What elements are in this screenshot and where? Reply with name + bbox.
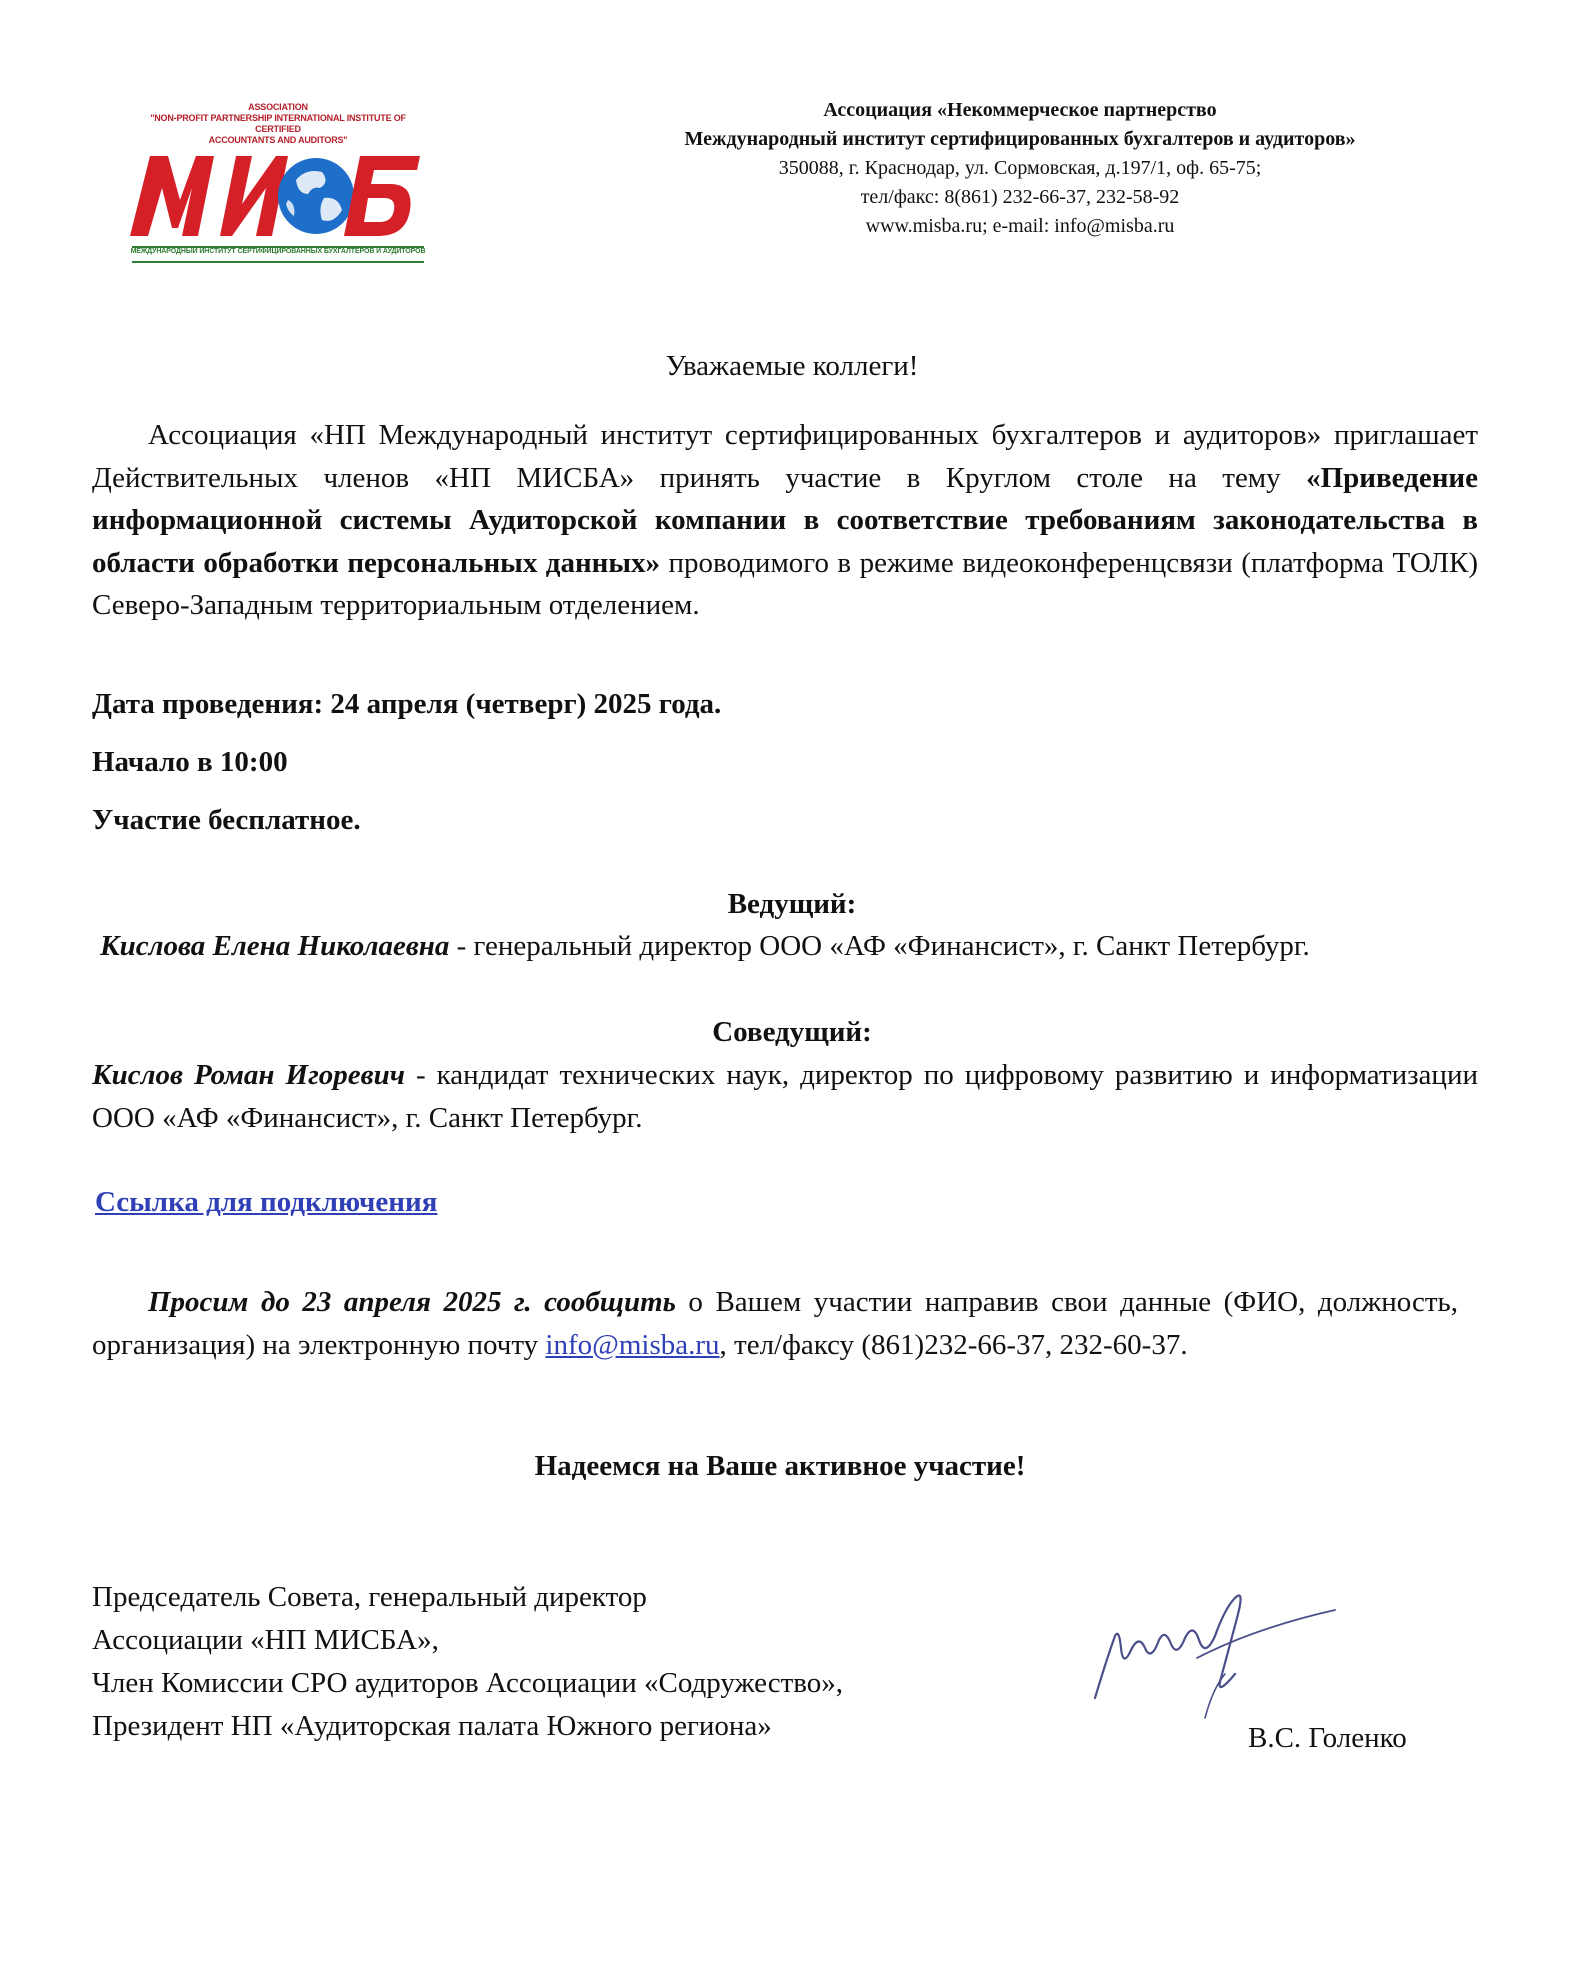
invitation-text: Ассоциация «НП Международный институт сертифицированных бухгалтеров и аудиторов» приглашает Действительных членов «НП МИСБА» принять участие в Круглом столе на тему [92,419,1478,494]
host-description: - генеральный директор ООО «АФ «Финансист», г. Санкт Петербург. [449,930,1310,962]
request-contacts: , тел/факсу (861)232-66-37, 232-60-37. [719,1328,1188,1361]
cohost-title: Соведущий: [712,1016,872,1048]
host-title: Ведущий: [727,888,857,920]
header-phone: тел/факс: 8(861) 232-66-37, 232-58-92 [860,186,1180,208]
invitation-paragraph [92,414,1478,627]
logo-english-text: ASSOCIATION "NON-PROFIT PARTNERSHIP INTERNATIONAL INSTITUTE OF CERTIFIED ACCOUNTANTS AND AUDITORS" [150,102,406,145]
handwritten-signature [1085,1578,1345,1728]
header-address: 350088, г. Краснодар, ул. Сормовская, д.197/1, оф. 65-75; [778,157,1262,179]
logo-wordmark [128,138,428,248]
signatory-title-line: Председатель Совета, генеральный директор [92,1581,647,1613]
invitation-text-after: проводимого в режиме видеоконференцсвязи (платформа ТОЛК) Северо-Западным территориальным отделением. [92,546,1478,621]
logo-rule-bottom [132,261,424,263]
header-org-line2: Международный институт сертифицированных бухгалтеров и аудиторов» [684,128,1356,150]
misba-logo [128,98,428,268]
cohost-name: Кислов Роман Игоревич [92,1059,405,1091]
cohost-description: - кандидат технических наук, директор по цифровому развитию и информатизации ООО «АФ «Финансист», г. Санкт Петербург. [92,1059,1478,1134]
request-deadline: Просим до 23 апреля 2025 г. сообщить [148,1286,676,1318]
closing-line: Надеемся на Ваше активное участие! [534,1450,1026,1482]
request-text: о Вашем участии направив свои данные (ФИО, должность, организация) на электронную почту [92,1286,1458,1361]
event-start-time: Начало в 10:00 [92,746,288,778]
event-date: Дата проведения: 24 апреля (четверг) 2025 года. [92,688,722,720]
signatory-title-line: Член Комиссии СРО аудиторов Ассоциации «Содружество», [92,1667,844,1699]
host-paragraph [92,925,1478,968]
letterhead [540,96,1500,241]
signatory-title-line: Президент НП «Аудиторская палата Южного региона» [92,1710,772,1742]
connection-link-wrapper [95,1186,437,1219]
header-org-line1: Ассоциация «Некоммерческое партнерство [823,99,1217,121]
cohost-paragraph [92,1054,1478,1139]
signatory-title-line: Ассоциации «НП МИСБА», [92,1624,439,1656]
signer-name: В.С. Голенко [1248,1722,1407,1754]
host-name: Кислова Елена Николаевна [100,930,450,962]
logo-russian-text: МЕЖДУНАРОДНЫЙ ИНСТИТУТ СЕРТИФИЦИРОВАННЫХ БУХГАЛТЕРОВ И АУДИТОРОВ [130,248,426,255]
email-link[interactable]: info@misba.ru [545,1328,720,1361]
roundtable-topic: «Приведение информационной системы Аудиторской компании в соответствие требованиям законодательства в области обработки персональных данных» [92,461,1478,579]
header-web: www.misba.ru; e-mail: info@misba.ru [865,215,1175,237]
greeting: Уважаемые коллеги! [665,350,919,382]
request-paragraph [92,1281,1458,1366]
participation-fee: Участие бесплатное. [92,804,361,836]
connection-link[interactable]: Ссылка для подключения [95,1186,438,1218]
signatory-titles [92,1576,843,1748]
